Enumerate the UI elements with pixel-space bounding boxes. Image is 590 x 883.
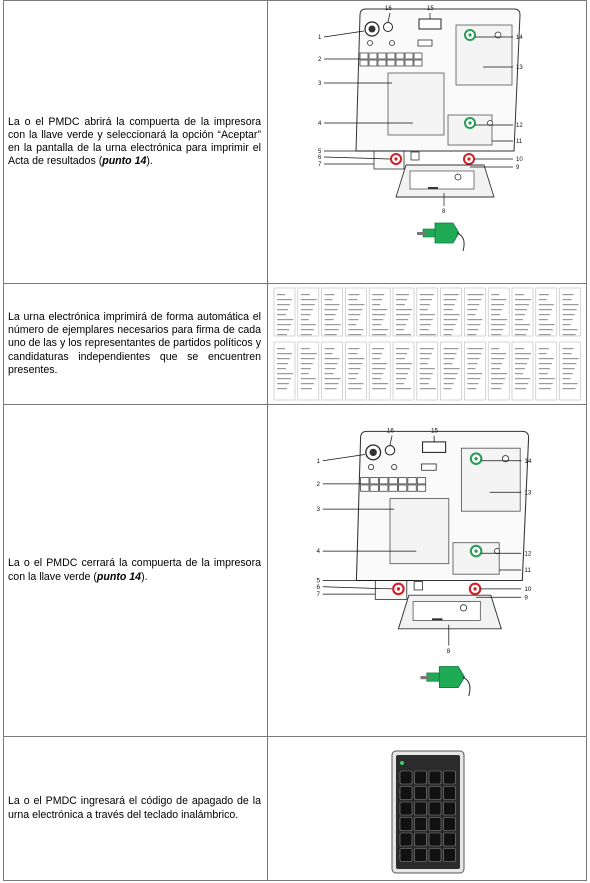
svg-text:6: 6: [318, 155, 322, 161]
svg-text:15: 15: [430, 427, 438, 435]
svg-text:9: 9: [524, 594, 528, 602]
svg-text:11: 11: [524, 567, 531, 575]
actas-impresas-icon: [268, 284, 586, 404]
svg-text:5: 5: [318, 149, 322, 155]
svg-text:8: 8: [442, 209, 446, 215]
svg-text:1: 1: [316, 457, 321, 465]
svg-text:2: 2: [318, 57, 322, 63]
table-row: [3, 404, 587, 737]
svg-text:11: 11: [516, 139, 523, 145]
instruction-cell: [3, 283, 268, 405]
svg-text:10: 10: [516, 157, 523, 163]
svg-text:16: 16: [385, 6, 392, 12]
svg-text:16: 16: [386, 427, 394, 435]
svg-text:10: 10: [524, 586, 532, 593]
svg-text:3: 3: [318, 81, 322, 87]
svg-text:3: 3: [316, 506, 321, 514]
figure-cell: [267, 0, 587, 284]
svg-text:13: 13: [524, 489, 532, 497]
svg-text:6: 6: [316, 583, 321, 591]
instruction-cell: [3, 736, 268, 881]
figure-cell: [267, 283, 587, 405]
keypad-icon: [268, 737, 586, 880]
svg-text:4: 4: [318, 121, 322, 127]
svg-text:12: 12: [516, 123, 523, 129]
svg-text:7: 7: [318, 162, 322, 168]
svg-text:1: 1: [318, 35, 322, 41]
svg-text:12: 12: [524, 550, 532, 558]
svg-text:14: 14: [516, 35, 523, 41]
svg-text:2: 2: [316, 481, 321, 488]
svg-text:7: 7: [316, 591, 321, 599]
table-row: [3, 283, 587, 405]
figure-cell: [267, 736, 587, 881]
svg-text:4: 4: [316, 548, 321, 556]
table-row: [3, 736, 587, 881]
svg-text:15: 15: [427, 6, 434, 12]
instruction-cell: [3, 0, 268, 284]
instruction-text: La o el PMDC abrirá la compuerta de la impresora con la llave verde y seleccionará la opción “Aceptar” en la pantalla de la urna electrónica para imprimir el Acta de resultados (punto 14).: [8, 115, 261, 168]
svg-text:14: 14: [524, 457, 532, 465]
instruction-text: La urna electrónica imprimirá de forma automática el número de ejemplares necesarios para firma de cada uno de las y los representantes de partidos políticos y candidaturas independientes que se encuentren presentes.: [8, 310, 261, 376]
instructions-table: [3, 0, 587, 881]
svg-text:5: 5: [316, 577, 321, 585]
svg-text:8: 8: [446, 647, 451, 655]
svg-text:13: 13: [516, 65, 523, 71]
instruction-text: La o el PMDC cerrará la compuerta de la impresora con la llave verde (punto 14).: [8, 557, 261, 583]
figure-cell: [267, 404, 587, 737]
table-row: [3, 0, 587, 284]
urna-electronica-diagram: [268, 1, 586, 283]
svg-text:9: 9: [516, 165, 520, 171]
urna-electronica-diagram: [268, 405, 586, 736]
green-key-icon: [417, 223, 464, 251]
instruction-text: La o el PMDC ingresará el código de apagado de la urna electrónica a través del teclado inalámbrico.: [8, 795, 261, 821]
instruction-cell: [3, 404, 268, 737]
